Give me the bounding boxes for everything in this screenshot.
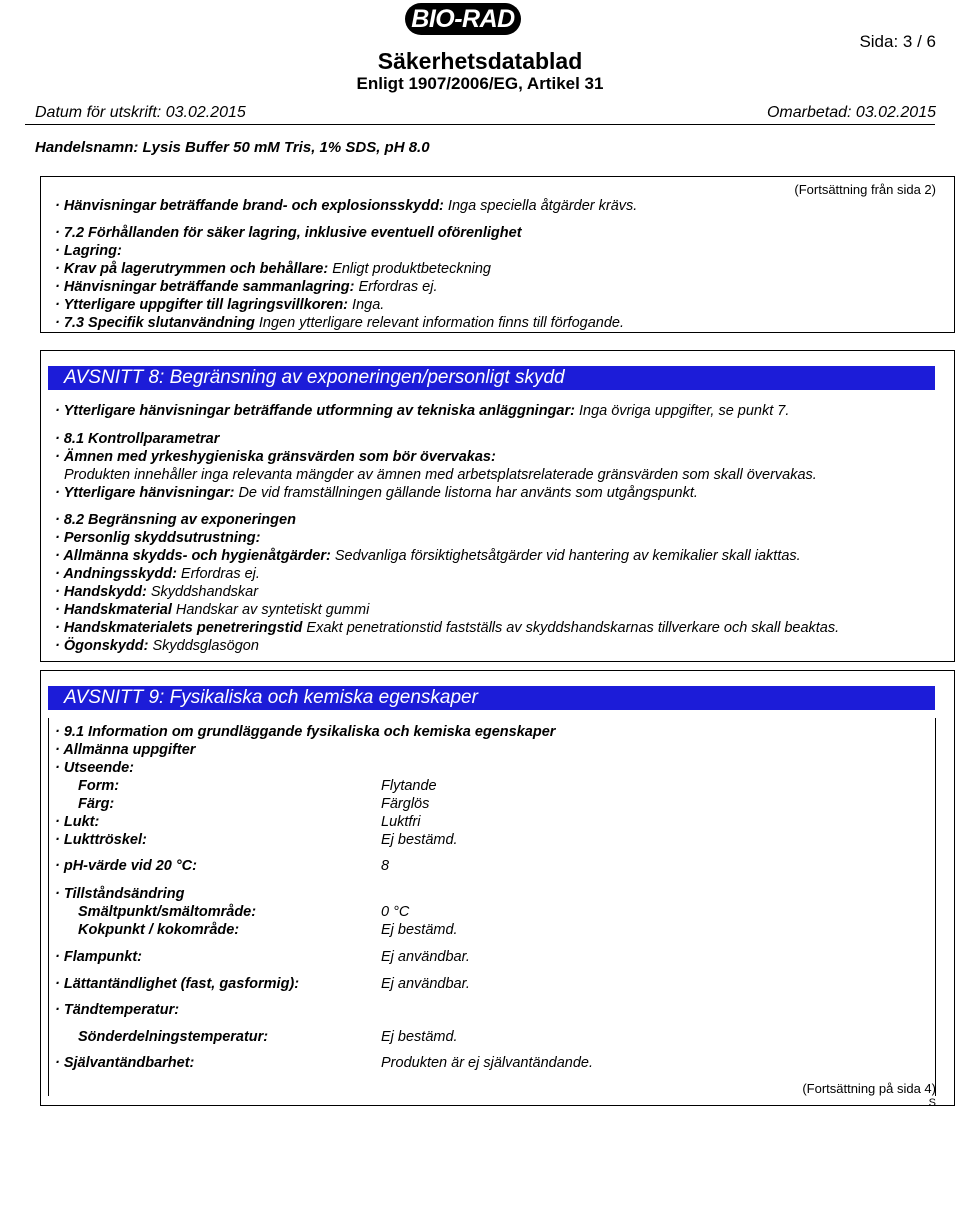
flash-point-value: Ej användbar.	[381, 949, 470, 965]
flammability-label: · Lättantändlighet (fast, gasformig):	[55, 976, 300, 992]
flammability-value: Ej användbar.	[381, 976, 470, 992]
breathing-protection-line: · Andningsskydd: Erfordras ej.	[55, 566, 260, 582]
footer-mark: S	[928, 1097, 936, 1109]
document-title: Säkerhetsdatablad	[377, 48, 583, 74]
decomposition-temp-value: Ej bestämd.	[381, 1029, 458, 1045]
self-ignition-label: · Självantändbarhet:	[55, 1055, 195, 1071]
limit-substances-heading: · Ämnen med yrkeshygieniska gränsvärden som bör övervakas:	[55, 449, 496, 465]
header-divider	[25, 124, 935, 125]
state-change-heading: · Tillståndsändring	[55, 886, 185, 902]
appearance-heading: · Utseende:	[55, 760, 134, 776]
storage-rooms-line: · Krav på lagerutrymmen och behållare: Enligt produktbeteckning	[55, 261, 491, 277]
odor-value: Luktfri	[381, 814, 421, 830]
section-8-1-heading: · 8.1 Kontrollparametrar	[55, 431, 220, 447]
ph-value: 8	[381, 858, 390, 874]
color-label: Färg:	[78, 796, 115, 812]
technical-design-line: · Ytterligare hänvisningar beträffande utformning av tekniska anläggningar: Inga övriga uppgifter, se punkt 7.	[55, 403, 790, 419]
ph-label: · pH-värde vid 20 °C:	[55, 858, 197, 874]
ppe-heading: · Personlig skyddsutrustning:	[55, 530, 261, 546]
fire-protection-line: · Hänvisningar beträffande brand- och explosionsskydd: Inga speciella åtgärder krävs.	[55, 198, 638, 214]
print-date: Datum för utskrift: 03.02.2015	[35, 104, 246, 121]
section-7-3-line: · 7.3 Specifik slutanvändning Ingen ytterligare relevant information finns till förfogande.	[55, 315, 624, 331]
continued-to-note: (Fortsättning på sida 4)	[802, 1081, 936, 1096]
general-info-heading: · Allmänna uppgifter	[55, 742, 196, 758]
section-9-1-heading: · 9.1 Information om grundläggande fysikaliska och kemiska egenskaper	[55, 724, 556, 740]
further-storage-line: · Ytterligare uppgifter till lagringsvillkoren: Inga.	[55, 297, 385, 313]
melting-point-label: Smältpunkt/smältområde:	[78, 904, 257, 920]
color-value: Färglös	[381, 796, 430, 812]
penetration-time-line: · Handskmaterialets penetreringstid Exakt penetrationstid fastställs av skyddshandskarnas tillverkare och skall beaktas.	[55, 620, 840, 636]
melting-point-value: 0 °C	[381, 904, 410, 920]
further-notes-line: · Ytterligare hänvisningar: De vid framställningen gällande listorna har använts som utgångspunkt.	[55, 485, 698, 501]
glove-material-line: · Handskmaterial Handskar av syntetiskt gummi	[55, 602, 370, 618]
odor-threshold-label: · Lukttröskel:	[55, 832, 147, 848]
section-7-2-heading: · 7.2 Förhållanden för säker lagring, inklusive eventuell oförenlighet	[55, 225, 522, 241]
flash-point-label: · Flampunkt:	[55, 949, 142, 965]
revision-date: Omarbetad: 03.02.2015	[766, 104, 936, 121]
section-9-header: AVSNITT 9: Fysikaliska och kemiska egenskaper	[48, 686, 935, 710]
section-8-2-heading: · 8.2 Begränsning av exponeringen	[55, 512, 296, 528]
odor-label: · Lukt:	[55, 814, 100, 830]
form-value: Flytande	[381, 778, 437, 794]
boiling-point-label: Kokpunkt / kokområde:	[78, 922, 240, 938]
trade-name: Handelsnamn: Lysis Buffer 50 mM Tris, 1% SDS, pH 8.0	[35, 139, 430, 156]
storage-heading: · Lagring:	[55, 243, 122, 259]
eye-protection-line: · Ögonskydd: Skyddsglasögon	[55, 638, 259, 654]
bio-rad-logo	[405, 3, 521, 35]
form-label: Form:	[78, 778, 120, 794]
hand-protection-line: · Handskydd: Skyddshandskar	[55, 584, 259, 600]
logo-text: BIO-RAD	[411, 4, 515, 33]
self-ignition-value: Produkten är ej självantändande.	[381, 1055, 594, 1071]
document-subtitle: Enligt 1907/2006/EG, Artikel 31	[356, 74, 604, 93]
continued-from-note: (Fortsättning från sida 2)	[794, 182, 936, 197]
odor-threshold-value: Ej bestämd.	[381, 832, 458, 848]
limit-substances-text: Produkten innehåller inga relevanta mängder av ämnen med arbetsplatsrelaterade gränsvärden som skall övervakas.	[64, 467, 817, 483]
boiling-point-value: Ej bestämd.	[381, 922, 458, 938]
common-storage-line: · Hänvisningar beträffande sammanlagring: Erfordras ej.	[55, 279, 438, 295]
hygiene-line: · Allmänna skydds- och hygienåtgärder: Sedvanliga försiktighetsåtgärder vid hantering av kemikalier skall iakttas.	[55, 548, 801, 564]
section-8-header: AVSNITT 8: Begränsning av exponeringen/personligt skydd	[48, 366, 935, 390]
page-number: Sida: 3 / 6	[859, 32, 936, 51]
ignition-temp-label: · Tändtemperatur:	[55, 1002, 180, 1018]
decomposition-temp-label: Sönderdelningstemperatur:	[78, 1029, 269, 1045]
